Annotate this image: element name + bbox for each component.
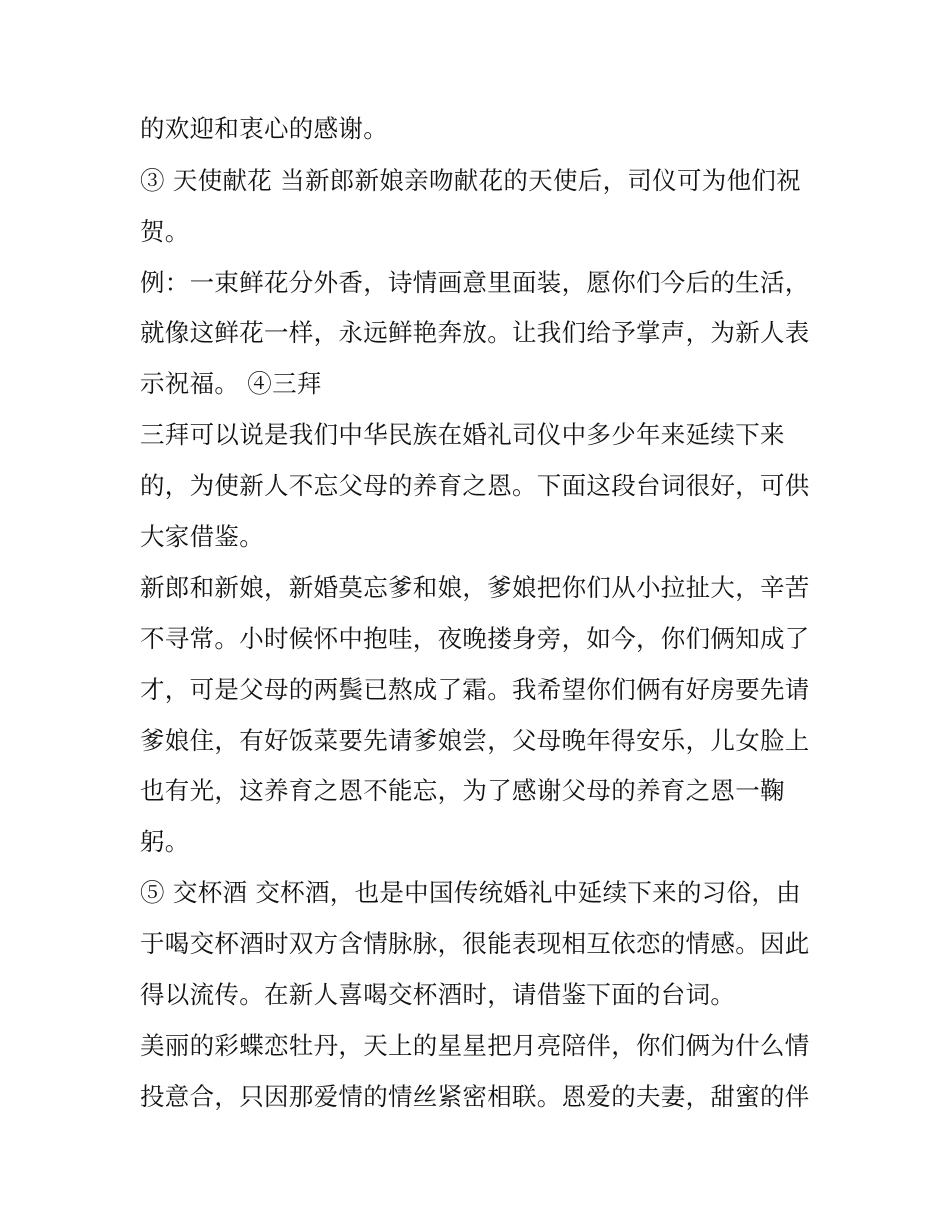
- text-line: 爹娘住，有好饭菜要先请爹娘尝，父母晚年得安乐，儿女脸上: [140, 726, 810, 755]
- text-line: 躬。: [140, 827, 190, 856]
- text-line: 大家借鉴。: [140, 522, 264, 551]
- text-line: 的欢迎和衷心的感谢。: [140, 114, 388, 143]
- text-line: 投意合，只因那爱情的情丝紧密相联。恩爱的夫妻，甜蜜的伴: [140, 1082, 810, 1111]
- text-line: 于喝交杯酒时双方含情脉脉，很能表现相互依恋的情感。因此: [140, 929, 810, 958]
- text-line: 的，为使新人不忘父母的养育之恩。下面这段台词很好，可供: [140, 471, 810, 500]
- text-line: ③ 天使献花 当新郎新娘亲吻献花的天使后，司仪可为他们祝: [140, 166, 801, 195]
- text-line: 就像这鲜花一样，永远鲜艳奔放。让我们给予掌声，为新人表: [140, 318, 810, 347]
- text-line: 不寻常。小时候怀中抱哇，夜晚搂身旁，如今，你们俩知成了: [140, 624, 810, 653]
- text-line: 才，可是父母的两鬓已熬成了霜。我希望你们俩有好房要先请: [140, 675, 810, 704]
- text-line: 得以流传。在新人喜喝交杯酒时，请借鉴下面的台词。: [140, 980, 736, 1009]
- text-line: ⑤ 交杯酒 交杯酒，也是中国传统婚礼中延续下来的习俗，由: [140, 878, 801, 907]
- text-line: 美丽的彩蝶恋牡丹，天上的星星把月亮陪伴，你们俩为什么情: [140, 1031, 810, 1060]
- text-line: 三拜可以说是我们中华民族在婚礼司仪中多少年来延续下来: [140, 420, 785, 449]
- text-line: 新郎和新娘，新婚莫忘爹和娘，爹娘把你们从小拉扯大，辛苦: [140, 573, 810, 602]
- text-line: 也有光，这养育之恩不能忘，为了感谢父母的养育之恩一鞠: [140, 776, 785, 805]
- text-line: 例：一束鲜花分外香，诗情画意里面装，愿你们今后的生活，: [140, 268, 810, 297]
- text-line: 贺。: [140, 217, 190, 246]
- text-line: 示祝福。 ④三拜: [140, 369, 322, 398]
